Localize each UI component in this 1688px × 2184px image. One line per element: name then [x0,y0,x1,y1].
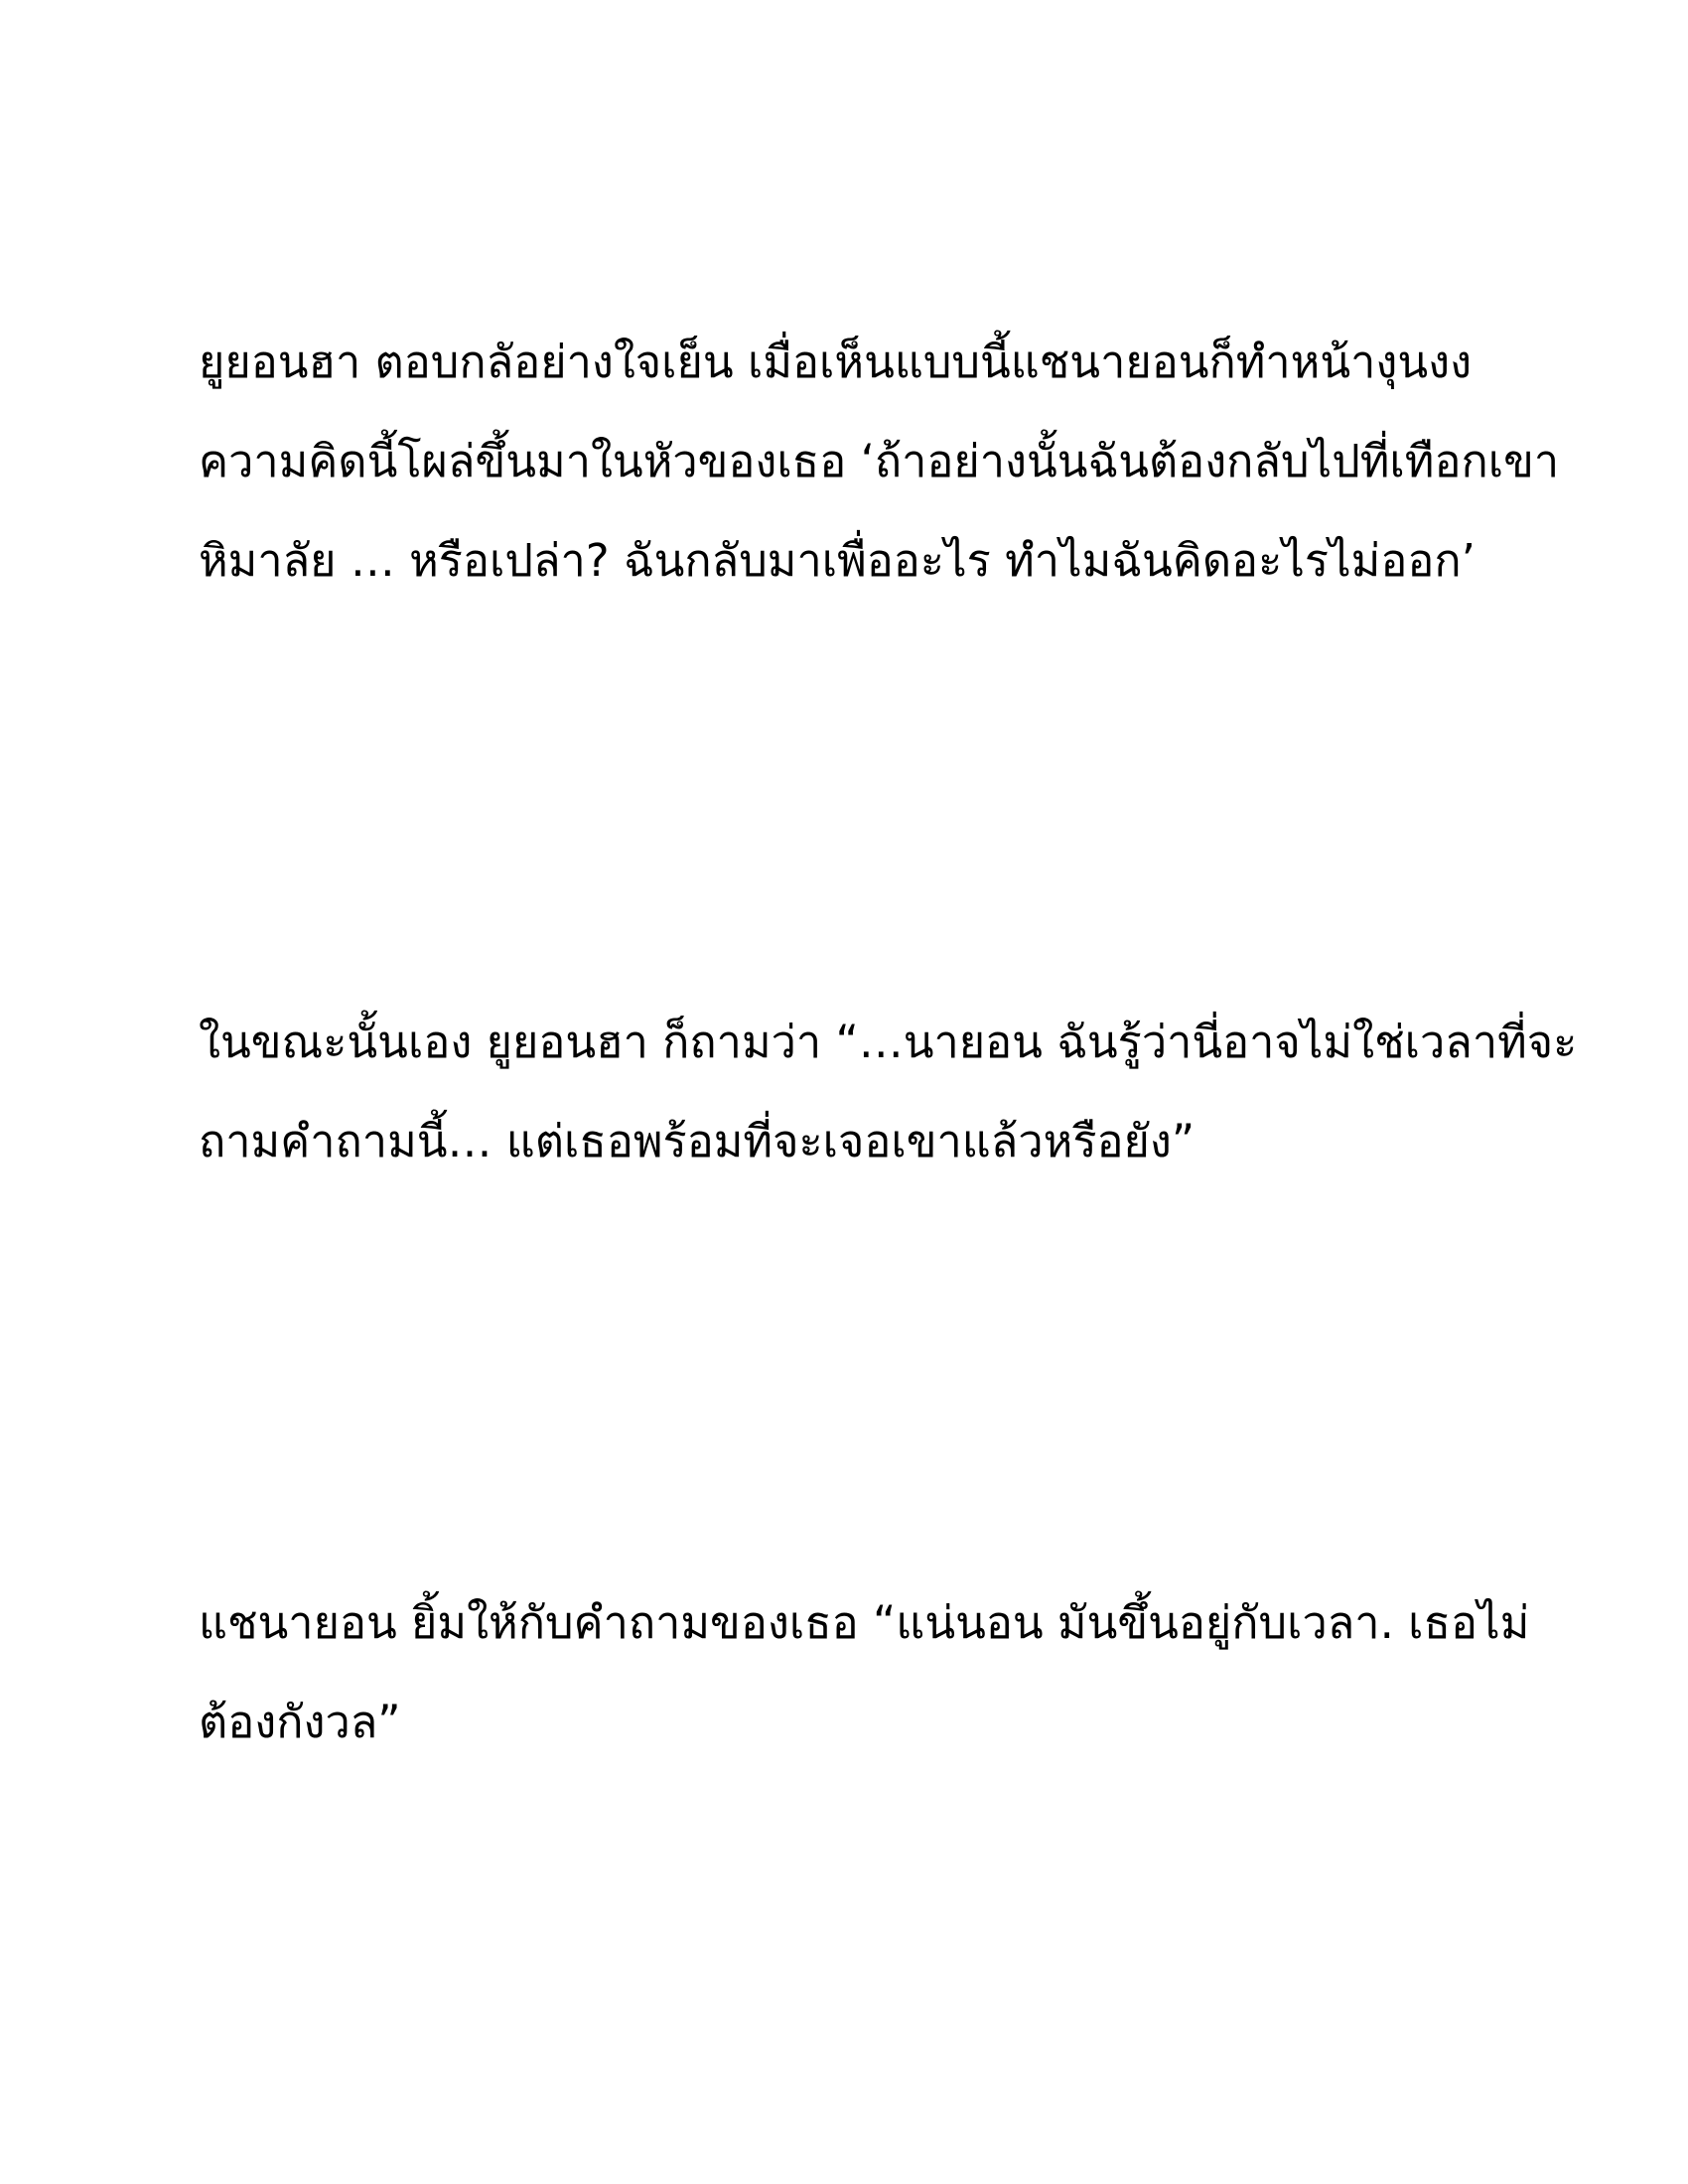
paragraph-line: ยูยอนฮา ตอบกลัอย่างใจเย็น เมื่อเห็นแบบนี้แชนายอนก็ทำหน้างุนงง [199,336,1473,388]
paragraph-line: ต้องกังวล” [199,1696,401,1748]
paragraph-line: ในขณะนั้นเอง ยูยอนฮา ก็ถามว่า “…นายอน ฉันรู้ว่านี่อาจไม่ใช่เวลาที่จะ [199,1016,1578,1068]
paragraph-line: แชนายอน ยิ้มให้กับคำถามของเธอ “แน่นอน มันขึ้นอยู่กับเวลา. เธอไม่ [199,1596,1530,1649]
paragraph-line: ถามคำถามนี้… แต่เธอพร้อมที่จะเจอเขาแล้วหรือยัง” [199,1115,1196,1167]
paragraph-line: หิมาลัย … หรือเปล่า? ฉันกลับมาเพื่ออะไร ทำไมฉันคิดอะไรไม่ออก’ [199,534,1476,587]
paragraph-line: ความคิดนี้โผล่ขึ้นมาในหัวของเธอ ‘ถ้าอย่างนั้นฉันต้องกลับไปที่เทือกเขา [199,435,1560,487]
